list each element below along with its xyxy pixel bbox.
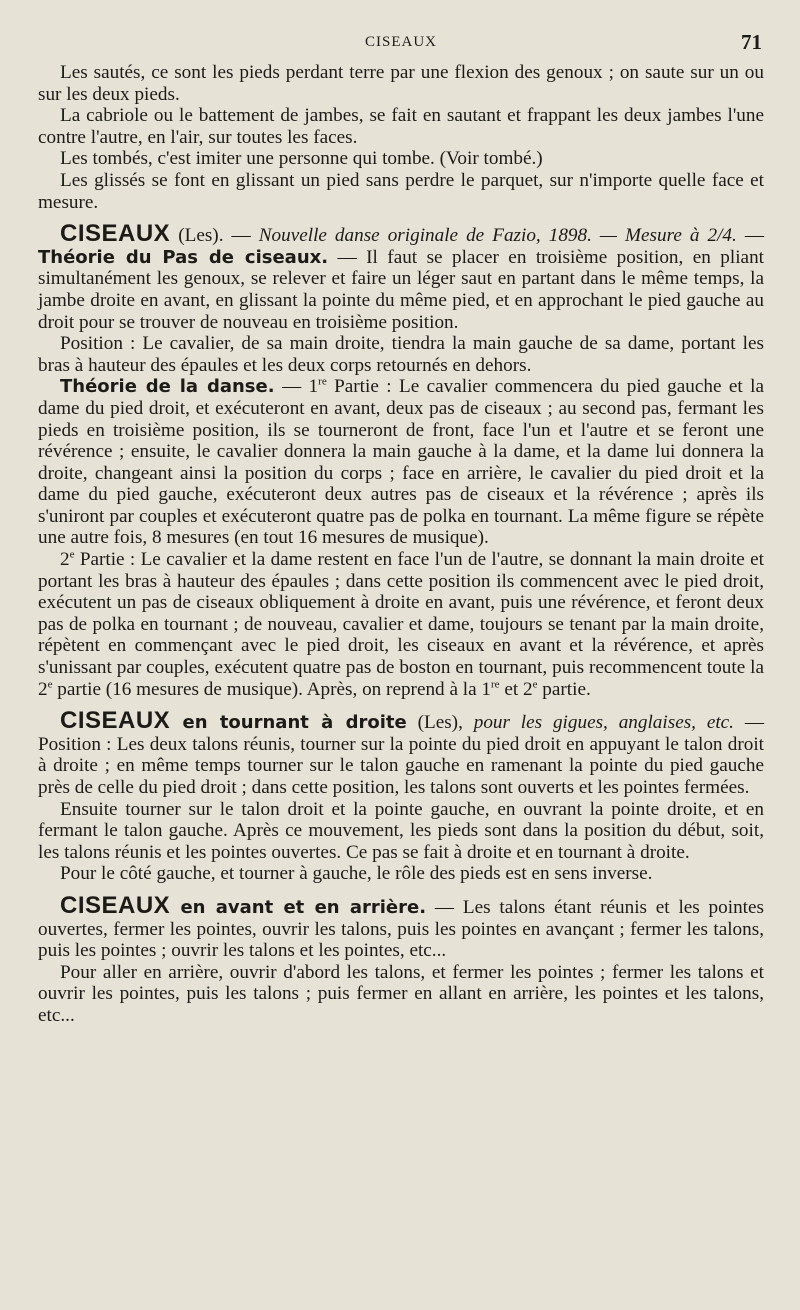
paragraph-theorie-danse <box>38 376 764 549</box>
paragraph-tombes <box>38 148 764 170</box>
superscript: re <box>318 375 327 388</box>
page-body <box>38 62 764 1027</box>
entry-ciseaux <box>38 220 765 333</box>
paragraph-text: La cabriole ou le battement de jambes, se fait en sautant et frappant les deux jambes l'une contre l'autre, en l'air, sur toutes les faces. <box>38 105 764 148</box>
paragraph-glisses <box>38 170 764 213</box>
paragraph-en-arriere <box>38 962 764 1027</box>
entry-ciseaux-avant-arriere <box>38 891 764 962</box>
paragraph-lead: 2 <box>60 549 70 571</box>
paragraph-subheading: Théorie de la danse. <box>60 376 275 398</box>
paragraph-deuxieme-partie <box>38 549 764 700</box>
paragraph-position <box>38 333 764 376</box>
entry-text: — Position : Les deux talons réunis, tourner sur la pointe du pied droit en appuyant le talon droit à droite ; en même temps tourner sur le talon gauche en ramenant la pointe du pied gauche près de celle du pied droit ; dans cette position, les talons sont ouverts et les pointes fermées. <box>38 712 765 798</box>
entry-headword: CISEAUX <box>60 891 171 919</box>
entry-italic-note: Nouvelle danse originale de Fazio, 1898. — Mesure à 2/4. <box>258 225 737 247</box>
paragraph-text: Les tombés, c'est imiter une personne qui tombe. (Voir tombé.) <box>60 148 543 170</box>
entry-les: (Les). — <box>170 225 259 247</box>
entry-text: — Il faut se placer en troisième position, en pliant simultanément les genoux, se relever et faire un léger saut en partant dans le même temps, la jambe droite en avant, en glissant la pointe du même pied, et en approchant le pied gauche au droit pour se trouver de nouveau en troisième position. <box>38 246 764 333</box>
paragraph-lead: — 1 <box>274 376 319 398</box>
running-head: CISEAUX <box>364 34 437 50</box>
entry-italic-note: pour les gigues, anglaises, etc. <box>473 712 734 734</box>
page-header <box>38 30 764 60</box>
paragraph-ensuite <box>38 799 764 864</box>
paragraph-text: Partie : Le cavalier et la dame restent en face l'un de l'autre, se donnant la main droite et portant les bras à hauteur des épaules ; dans cette position ils commencent avec le pied droit, exécutent un pas de ciseaux obliquement à droite en avant, puis une révérence, et feront deux pas de polka en tournant ; de nouveau, cavalier et dame, toujours se tenant par la main droite, répètent en commençant avec le pied droit, les ciseaux en avant et la révérence, et après s'unissant par couples, exécutent quatre pas de boston en tournant, puis recommencent toute la 2 <box>38 549 764 700</box>
paragraph-text: partie (16 mesures de musique). Après, on reprend à la 1 <box>52 678 491 700</box>
superscript: e <box>69 548 75 561</box>
paragraph-text: et 2 <box>499 678 533 700</box>
superscript: e <box>47 678 53 691</box>
paragraph-text: partie. <box>537 678 591 700</box>
entry-subheading: Théorie du Pas de ciseaux. <box>38 246 329 268</box>
paragraph-cabriole <box>38 105 764 148</box>
entry-les: (Les), <box>406 712 474 734</box>
superscript: re <box>491 678 500 691</box>
paragraph-text: Les glissés se font en glissant un pied sans perdre le parquet, sur n'importe quelle face et mesure. <box>38 169 764 213</box>
paragraph-text: Pour aller en arrière, ouvrir d'abord les talons, et fermer les pointes ; fermer les talons et ouvrir les pointes, puis les talons ; puis fermer en allant en arrière, les pointes et les talons, etc... <box>38 961 764 1026</box>
paragraph-sautes <box>38 62 764 105</box>
entry-text: — Les talons étant réunis et les pointes ouvertes, fermer les pointes, ouvrir les talons, puis les pointes en avançant ; fermer les talons, puis les pointes ; ouvrir les talons et les pointes, etc... <box>38 896 764 962</box>
superscript: e <box>532 678 538 691</box>
paragraph-text: Ensuite tourner sur le talon droit et la pointe gauche, en ouvrant la pointe droite, et en fermant le talon gauche. Après ce mouvement, les pieds sont dans la position du début, soit, les talons réunis et les pointes ouvertes. Ce pas se fait à droite et en tournant à droite. <box>38 798 764 863</box>
entry-ciseaux-tournant <box>38 707 765 798</box>
page-number: 71 <box>741 30 762 54</box>
paragraph-cote-gauche <box>38 863 764 885</box>
entry-subheading: en avant et en arrière. <box>170 896 427 918</box>
paragraph-text: Partie : Le cavalier commencera du pied gauche et la dame du pied droit, et exécuteront en avant, deux pas de ciseaux ; au second pas, fermant les pieds en troisième position, ils se tourneront de front, face l'un et l'autre et se feront une révérence ; ensuite, le cavalier donnera la main gauche à la dame, et la dame lui donnera la droite, changeant ainsi la position du corps ; face en arrière, le cavalier du pied droit et la dame du pied gauche, exécuteront deux autres pas de ciseaux et la révérence ; après ils s'uniront par couples et exécuteront quatre pas de polka en tournant. La même figure se répète une autre fois, 8 mesures (en tout 16 mesures de musique). <box>38 376 765 549</box>
paragraph-text: Les sautés, ce sont les pieds perdant terre par une flexion des genoux ; on saute sur un ou sur les deux pieds. <box>38 62 764 105</box>
paragraph-text: Position : Le cavalier, de sa main droite, tiendra la main gauche de sa dame, portant les bras à hauteur des épaules et les deux corps retournés en dehors. <box>38 333 764 376</box>
entry-dash: — <box>736 225 765 247</box>
entry-subheading: en tournant à droite <box>170 712 407 734</box>
paragraph-text: Pour le côté gauche, et tourner à gauche, le rôle des pieds est en sens inverse. <box>60 863 653 885</box>
entry-headword: CISEAUX <box>60 707 171 735</box>
entry-headword: CISEAUX <box>60 220 171 248</box>
